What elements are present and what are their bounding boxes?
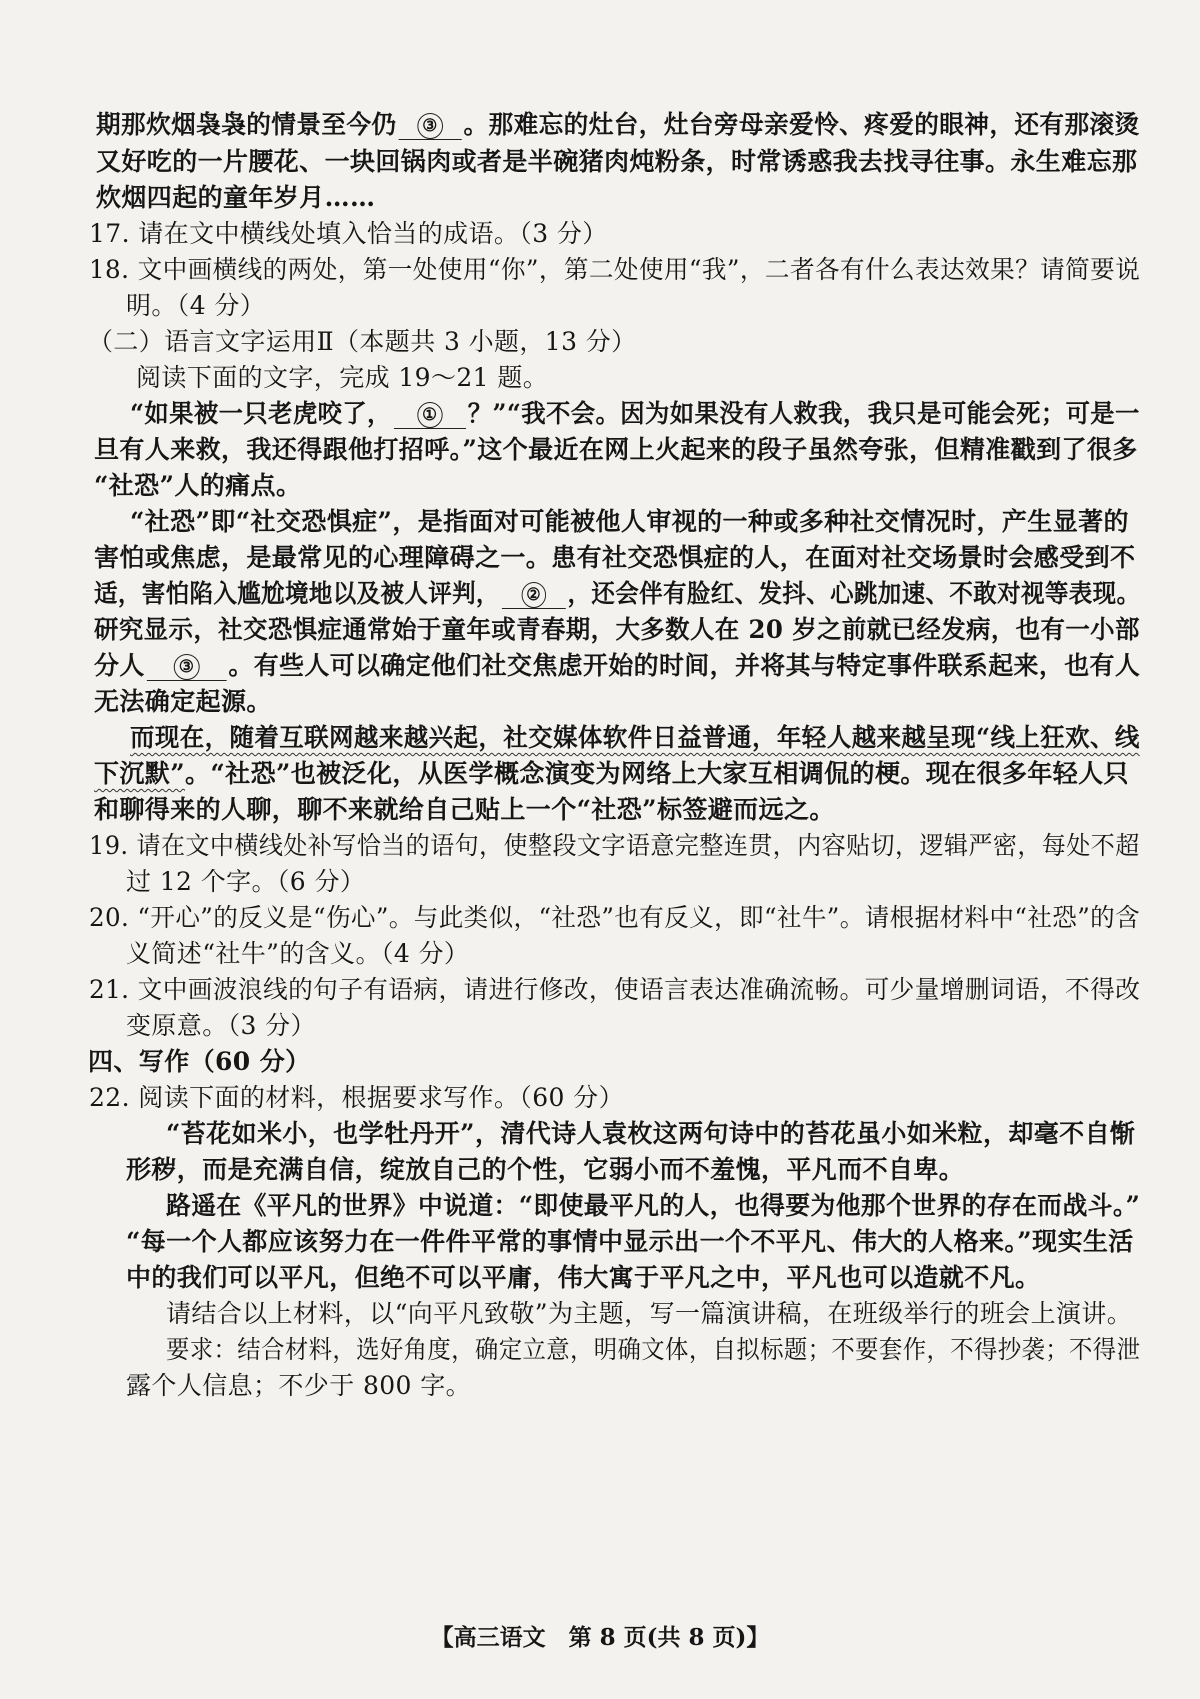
wavy-underlined-sentence: 而现在，随着互联网越来越兴起，社交媒体软件日益普通，年轻人越来越呈现“线上狂欢、线 (130, 723, 1140, 752)
question-20-line: 义简述“社牛”的含义。（4 分） (126, 939, 470, 968)
section-heading: （二）语言文字运用Ⅱ（本题共 3 小题，13 分） (88, 327, 637, 356)
passage-line: 分人 ③ 。有些人可以确定他们社交焦虑开始的时间，并将其与特定事件联系起来，也有人 (94, 651, 1141, 680)
essay-material-line: 中的我们可以平凡，但绝不可以平庸，伟大寓于平凡之中，平凡也可以造就不凡。 (126, 1263, 1041, 1292)
answer-blank-1: ① (394, 401, 466, 429)
section-heading: 四、写作（60 分） (88, 1047, 311, 1076)
passage-line: “社恐”人的痛点。 (94, 471, 302, 500)
essay-requirements-line: 要求：结合材料，选好角度，确定立意，明确文体，自拟标题；不要套作，不得抄袭；不得泄 (166, 1335, 1141, 1364)
question-22: 22. 阅读下面的材料，根据要求写作。（60 分） (89, 1083, 624, 1112)
passage-line: 期那炊烟袅袅的情景至今仍 ③ 。那难忘的灶台，灶台旁母亲爱怜、疼爱的眼神，还有那滚烫 (96, 110, 1140, 139)
question-20-line: 20. “开心”的反义是“伤心”。与此类似，“社恐”也有反义，即“社牛”。请根据材料中“社恐”的含 (89, 903, 1141, 932)
passage-line: 适，害怕陷入尴尬境地以及被人评判， ② ，还会伴有脸红、发抖、心跳加速、不敢对视等表现。 (94, 579, 1141, 608)
passage-line (130, 721, 1140, 755)
essay-material-line: “每一个人都应该努力在一件件平常的事情中显示出一个不平凡、伟大的人格来。”现实生活 (126, 1227, 1134, 1256)
essay-material-line: “苔花如米小，也学牡丹开”，清代诗人袁枚这两句诗中的苔花虽小如米粒，却毫不自惭 (166, 1119, 1136, 1148)
question-21-line: 21. 文中画波浪线的句子有语病，请进行修改，使语言表达准确流畅。可少量增删词语，不得改 (89, 975, 1141, 1004)
essay-material-line: 形秽，而是充满自信，绽放自己的个性，它弱小而不羞愧，平凡而不自卑。 (126, 1155, 965, 1184)
answer-blank-3: ③ (398, 112, 461, 140)
passage-line: “如果被一只老虎咬了， ① ？”“我不会。因为如果没有人救我，我只是可能会死；可是一 (130, 399, 1140, 428)
passage-line: 和聊得来的人聊，聊不来就给自己贴上一个“社恐”标签避而远之。 (94, 795, 835, 824)
passage-line: 又好吃的一片腰花、一块回锅肉或者是半碗猪肉炖粉条，时常诱惑我去找寻往事。永生难忘那 (96, 147, 1138, 176)
essay-material-line: 路遥在《平凡的世界》中说道：“即使最平凡的人，也得要为他那个世界的存在而战斗。” (166, 1191, 1141, 1220)
passage-line: 害怕或焦虑，是最常见的心理障碍之一。患有社交恐惧症的人，在面对社交场景时会感受到不 (94, 543, 1136, 572)
passage-line: 研究显示，社交恐惧症通常始于童年或青春期，大多数人在 20 岁之前就已经发病，也有一小部 (94, 615, 1140, 644)
question-18-line: 18. 文中画横线的两处，第一处使用“你”，第二处使用“我”，二者各有什么表达效果？请简要说 (89, 255, 1141, 284)
question-18-line: 明。（4 分） (126, 291, 266, 320)
passage-line: 下沉默”。“社恐”也被泛化，从医学概念演变为网络上大家互相调侃的梗。现在很多年轻人只 (94, 759, 1129, 788)
essay-requirements-line: 露个人信息；不少于 800 字。 (126, 1371, 472, 1400)
question-19-line: 19. 请在文中横线处补写恰当的语句，使整段文字语意完整连贯，内容贴切，逻辑严密，每处不超 (89, 831, 1140, 860)
essay-task: 请结合以上材料，以“向平凡致敬”为主题，写一篇演讲稿，在班级举行的班会上演讲。 (166, 1299, 1133, 1328)
passage-line: 旦有人来救，我还得跟他打招呼。”这个最近在网上火起来的段子虽然夸张，但精准戳到了很多 (94, 435, 1138, 464)
wavy-underlined-sentence: 下沉默” (94, 759, 185, 788)
passage-line: “社恐”即“社交恐惧症”，是指面对可能被他人审视的一种或多种社交情况时，产生显著的 (130, 507, 1129, 536)
question-17: 17. 请在文中横线处填入恰当的成语。（3 分） (89, 219, 608, 248)
passage-line: 炊烟四起的童年岁月…… (96, 183, 376, 212)
answer-blank-3: ③ (147, 653, 227, 681)
passage-line: 无法确定起源。 (94, 687, 272, 716)
question-21-line: 变原意。（3 分） (126, 1011, 316, 1040)
question-19-line: 过 12 个字。（6 分） (126, 867, 366, 896)
instruction: 阅读下面的文字，完成 19～21 题。 (136, 363, 549, 392)
answer-blank-2: ② (502, 581, 566, 609)
page-footer: 【高三语文 第 8 页(共 8 页)】 (430, 1624, 770, 1651)
